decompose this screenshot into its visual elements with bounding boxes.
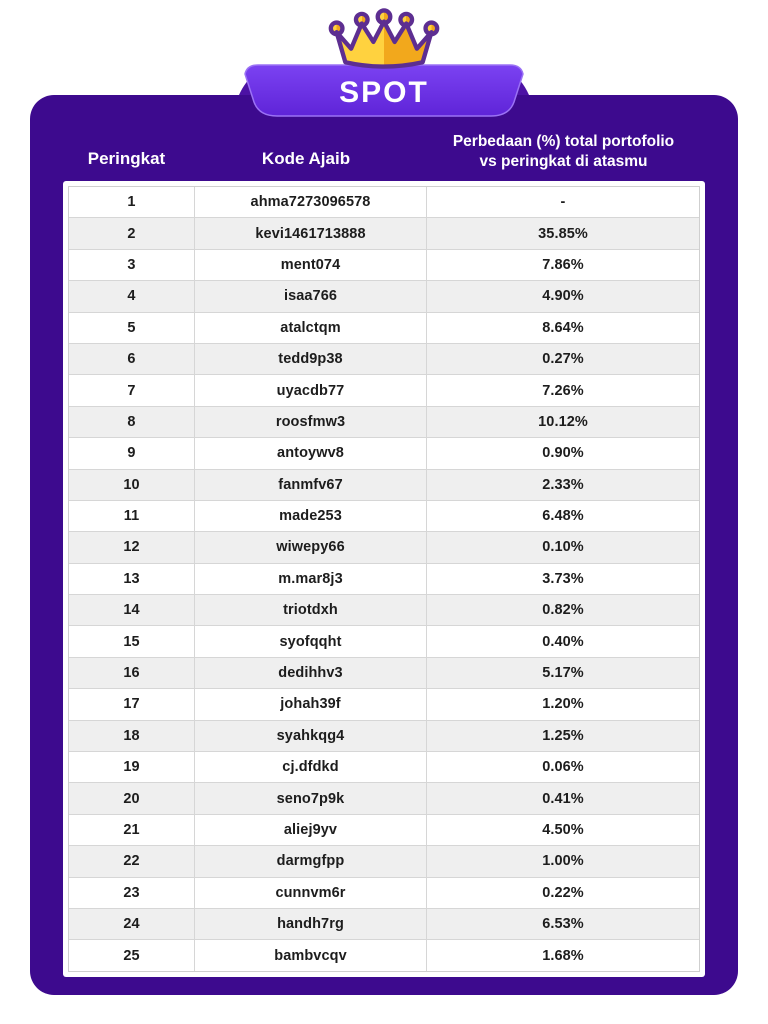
code-cell: dedihhv3 [195, 658, 427, 688]
table-row [69, 595, 699, 626]
table-row [69, 658, 699, 689]
table-row [69, 501, 699, 532]
diff-cell: 0.40% [542, 633, 584, 650]
code-cell: handh7rg [195, 909, 427, 939]
code-cell: bambvcqv [195, 940, 427, 970]
diff-cell: 7.26% [542, 382, 584, 399]
rank-cell: 24 [69, 909, 195, 939]
rank-cell: 10 [69, 470, 195, 500]
code-cell: antoywv8 [195, 438, 427, 468]
diff-cell: 0.82% [542, 602, 584, 619]
rank-cell: 25 [69, 940, 195, 970]
table-row [69, 626, 699, 657]
code-cell: syofqqht [195, 626, 427, 656]
column-header-kode-ajaib: Kode Ajaib [261, 148, 351, 168]
crown-icon [326, 7, 442, 71]
code-cell: seno7p9k [195, 783, 427, 813]
rank-cell: 19 [69, 752, 195, 782]
diff-cell: 0.90% [542, 445, 584, 462]
diff-cell: 0.41% [542, 790, 584, 807]
rank-cell: 12 [69, 532, 195, 562]
code-cell: wiwepy66 [195, 532, 427, 562]
diff-cell: 2.33% [542, 476, 584, 493]
leaderboard-table [63, 181, 705, 977]
table-row [69, 407, 699, 438]
diff-cell: - [560, 194, 566, 211]
rank-cell: 14 [69, 595, 195, 625]
code-cell: cunnvm6r [195, 878, 427, 908]
table-row [69, 532, 699, 563]
code-cell: syahkqg4 [195, 721, 427, 751]
diff-cell: 6.53% [542, 916, 584, 933]
diff-cell: 0.10% [542, 539, 584, 556]
table-row [69, 752, 699, 783]
code-cell: aliej9yv [195, 815, 427, 845]
diff-cell: 4.50% [542, 822, 584, 838]
table-row [69, 250, 699, 281]
rank-cell: 9 [69, 438, 195, 468]
table-row [69, 783, 699, 814]
code-cell: triotdxh [195, 595, 427, 625]
diff-cell: 7.86% [542, 256, 584, 273]
table-row [69, 846, 699, 877]
rank-cell: 8 [69, 407, 195, 437]
rank-cell: 21 [69, 815, 195, 845]
table-row [69, 940, 699, 970]
table-row [69, 344, 699, 375]
diff-cell: 1.20% [542, 696, 584, 713]
spot-badge [234, 63, 534, 119]
rank-cell: 7 [69, 375, 195, 405]
table-row [69, 281, 699, 312]
code-cell: johah39f [195, 689, 427, 719]
code-cell: uyacdb77 [195, 375, 427, 405]
code-cell: ment074 [195, 250, 427, 280]
leaderboard-panel [30, 95, 738, 995]
diff-cell: 0.06% [542, 759, 584, 776]
table-row [69, 187, 699, 218]
rank-cell: 23 [69, 878, 195, 908]
column-header-perbedaan-line1: Perbedaan (%) total portofolio [452, 133, 675, 151]
rank-cell: 15 [69, 626, 195, 656]
diff-cell: 4.90% [542, 288, 584, 305]
table-row [69, 313, 699, 344]
code-cell: fanmfv67 [195, 470, 427, 500]
rank-cell: 5 [69, 313, 195, 343]
diff-cell: 1.00% [542, 853, 584, 870]
table-row [69, 438, 699, 469]
rank-cell: 4 [69, 281, 195, 311]
diff-cell: 3.73% [542, 570, 584, 587]
code-cell: atalctqm [195, 313, 427, 343]
rank-cell: 18 [69, 721, 195, 751]
rank-cell: 3 [69, 250, 195, 280]
table-row [69, 909, 699, 940]
table-row [69, 689, 699, 720]
diff-cell: 10.12% [538, 413, 588, 430]
rank-cell: 22 [69, 846, 195, 876]
code-cell: tedd9p38 [195, 344, 427, 374]
rank-cell: 20 [69, 783, 195, 813]
code-cell: roosfmw3 [195, 407, 427, 437]
table-row [69, 218, 699, 249]
column-headers [63, 119, 705, 171]
column-header-perbedaan-line2: vs peringkat di atasmu [479, 152, 648, 170]
column-header-peringkat: Peringkat [87, 148, 166, 168]
leaderboard-table-body [68, 186, 700, 972]
code-cell: made253 [195, 501, 427, 531]
column-header-perbedaan [422, 132, 705, 171]
table-row [69, 721, 699, 752]
diff-cell: 1.25% [542, 727, 584, 744]
table-row [69, 878, 699, 909]
table-row [69, 564, 699, 595]
diff-cell: 0.27% [542, 351, 584, 368]
diff-cell: 8.64% [542, 319, 584, 336]
code-cell: cj.dfdkd [195, 752, 427, 782]
rank-cell: 13 [69, 564, 195, 594]
rank-cell: 1 [69, 187, 195, 217]
table-row [69, 375, 699, 406]
diff-cell: 0.22% [542, 884, 584, 901]
rank-cell: 11 [69, 501, 195, 531]
code-cell: ahma7273096578 [195, 187, 427, 217]
diff-cell: 5.17% [542, 665, 584, 682]
code-cell: isaa766 [195, 281, 427, 311]
rank-cell: 6 [69, 344, 195, 374]
diff-cell: 6.48% [542, 508, 584, 525]
diff-cell: 35.85% [538, 225, 588, 242]
diff-cell: 1.68% [542, 947, 584, 964]
code-cell: kevi1461713888 [195, 218, 427, 248]
table-row [69, 815, 699, 846]
badge-label: SPOT [339, 76, 429, 109]
code-cell: m.mar8j3 [195, 564, 427, 594]
rank-cell: 17 [69, 689, 195, 719]
rank-cell: 16 [69, 658, 195, 688]
rank-cell: 2 [69, 218, 195, 248]
code-cell: darmgfpp [195, 846, 427, 876]
table-row [69, 470, 699, 501]
